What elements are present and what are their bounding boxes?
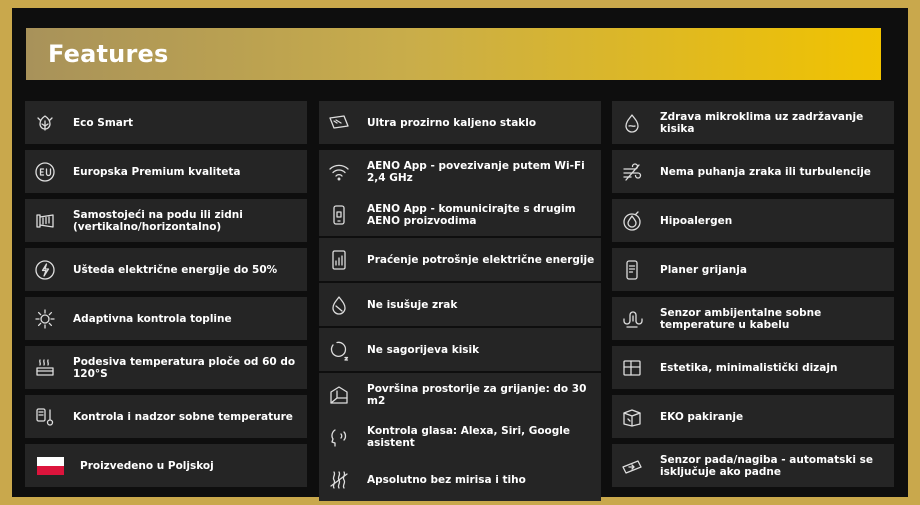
features-banner [26,28,881,80]
adaptive-heat-icon [34,308,56,330]
feature-label: Hipoalergen [660,214,733,227]
tilt-sensor-icon [621,455,643,477]
odorless-icon [328,469,350,491]
feature-card [612,199,894,242]
feature-card [319,193,601,236]
feature-card [319,458,601,501]
feature-card [319,415,601,458]
feature-label: Zdrava mikroklima uz zadržavanje kisika [660,110,864,135]
feature-card [25,199,307,242]
feature-card [612,395,894,438]
feature-card [25,395,307,438]
feature-card [25,248,307,291]
no-airflow-icon [621,161,643,183]
heating-planner-icon [621,259,643,281]
wall-floor-mount-icon [34,210,56,232]
feature-label: Proizvedeno u Poljskoj [80,459,214,472]
feature-label: AENO App - povezivanje putem Wi-Fi 2,4 GHz [367,159,585,184]
eu-icon [34,161,56,183]
glass-icon [328,112,350,134]
feature-card [612,297,894,340]
feature-label: Samostojeći na podu ili zidni (vertikalno/horizontalno) [73,208,243,233]
app-phone-icon [328,204,350,226]
feature-label: Senzor ambijentalne sobne temperature u kabelu [660,306,822,331]
feature-card [319,150,601,193]
feature-label: Praćenje potrošnje električne energije [367,253,595,266]
feature-label: Površina prostorije za grijanje: do 30 m2 [367,382,587,407]
microclimate-icon [621,112,643,134]
feature-label: Apsolutno bez mirisa i tiho [367,473,526,486]
feature-card [612,150,894,193]
feature-card [25,150,307,193]
voice-control-icon [328,426,350,448]
features-panel [12,8,908,497]
feature-label: Nema puhanja zraka ili turbulencije [660,165,871,178]
feature-label: Ušteda električne energije do 50% [73,263,278,276]
feature-label: Ne sagorijeva kisik [367,343,480,356]
feature-label: Planer grijanja [660,263,747,276]
feature-label: Adaptivna kontrola topline [73,312,232,325]
room-area-icon [328,384,350,406]
feature-label: EKO pakiranje [660,410,744,423]
feature-label: Ultra prozirno kaljeno staklo [367,116,537,129]
oxygen-icon [328,339,350,361]
no-dry-air-icon [328,294,350,316]
eco-smart-icon [34,112,56,134]
energy-monitor-icon [328,249,350,271]
feature-card [612,101,894,144]
feature-card [25,297,307,340]
feature-label: Estetika, minimalistički dizajn [660,361,838,374]
eco-packaging-icon [621,406,643,428]
feature-label: Senzor pada/nagiba - automatski se isključuje ako padne [660,453,873,478]
minimalist-design-icon [621,357,643,379]
feature-card [319,373,601,416]
feature-card [25,444,307,487]
page-title: Features [48,40,169,68]
feature-label: AENO App - komunicirajte s drugim AENO proizvodima [367,202,576,227]
poland-flag-icon [37,455,64,477]
feature-card [612,346,894,389]
wifi-icon [328,161,350,183]
feature-card [25,101,307,144]
feature-card [25,346,307,389]
feature-label: Ne isušuje zrak [367,298,458,311]
feature-card [612,248,894,291]
cable-sensor-icon [621,308,643,330]
feature-label: Eco Smart [73,116,134,129]
energy-saving-icon [34,259,56,281]
feature-card [319,238,601,281]
feature-label: Podesiva temperatura ploče od 60 do 120°S [73,355,296,380]
feature-card [319,328,601,371]
feature-label: Europska Premium kvaliteta [73,165,241,178]
feature-card [319,283,601,326]
hypoallergenic-icon [621,210,643,232]
room-temperature-control-icon [34,406,56,428]
feature-card [612,444,894,487]
panel-temperature-icon [34,357,56,379]
feature-card [319,101,601,144]
feature-label: Kontrola glasa: Alexa, Siri, Google asistent [367,424,570,449]
feature-label: Kontrola i nadzor sobne temperature [73,410,293,423]
